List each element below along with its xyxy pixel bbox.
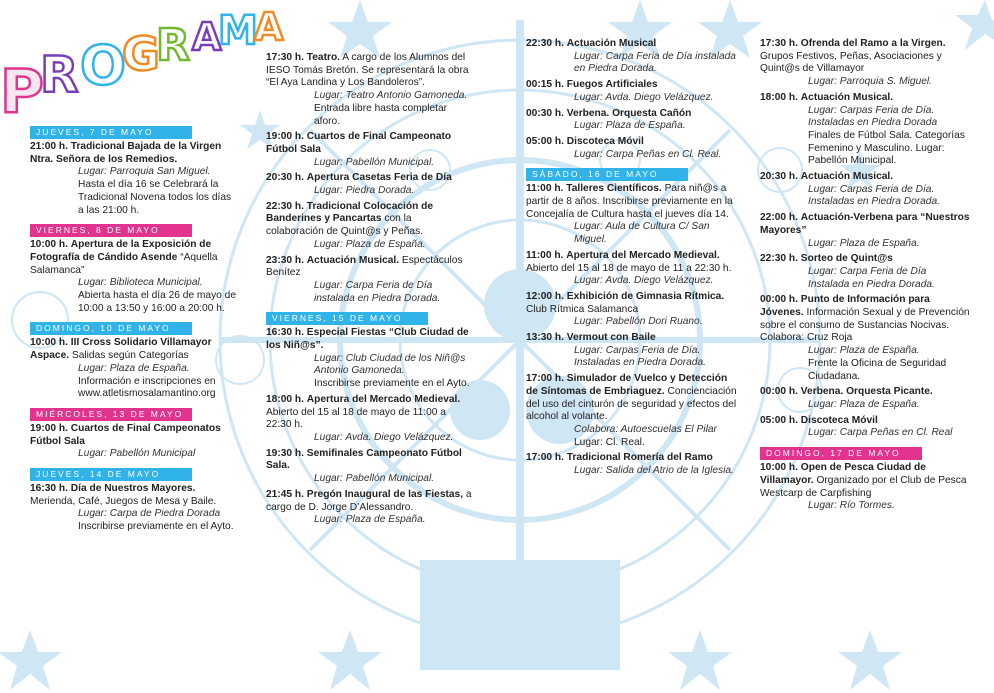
event-time: 22:00 h.: [760, 212, 798, 224]
event-item: [526, 373, 738, 449]
event-title: Actuación Musical.: [800, 91, 894, 103]
event-time: 13:30 h.: [526, 332, 564, 344]
event-title: Sorteo de Quint@s: [800, 253, 893, 265]
event-time: 19:00 h.: [266, 131, 304, 143]
event-description: Para niñ@s a partir de 8 años. Inscribirse previamente en la Concejalía de Cultura hasta el jueves día 14.: [526, 183, 733, 220]
event-item: [760, 462, 970, 513]
event-note: Inscribirse previamente en el Ayto.: [314, 378, 470, 390]
program-column-3: [526, 38, 738, 481]
event-time: 00:30 h.: [526, 107, 564, 119]
title-text: PROGRAMA: [0, 0, 6, 1]
event-time: 22:30 h.: [266, 200, 304, 212]
event-title: Semifinales Campeonato Fútbol Sala.: [266, 447, 462, 472]
event-time: 17:00 h.: [526, 373, 564, 385]
event-time: 18:00 h.: [760, 91, 798, 103]
event-time: 16:30 h.: [30, 483, 68, 495]
event-item: [266, 394, 472, 445]
event-location: Lugar: Teatro Antonio Gamoneda.: [314, 90, 468, 102]
event-title: Especial Fiestas “Club Ciudad de los Niñ@s”.: [266, 327, 469, 352]
event-item: [30, 239, 238, 315]
event-note: Hasta el día 16 se Celebrará la Tradicional Novena todos los días a las 21:00 h.: [78, 179, 232, 216]
event-time: 12:00 h.: [526, 290, 564, 302]
event-time: 19:00 h.: [30, 422, 68, 434]
event-description: Abierto del 15 al 18 de mayo de 11:00 a 22:30 h.: [266, 406, 446, 431]
svg-text:R: R: [40, 46, 79, 104]
day-header: SÁBADO, 16 DE MAYO: [526, 168, 688, 181]
event-item: [526, 452, 738, 477]
event-item: [30, 141, 238, 217]
event-description: Espectáculos Benítez: [266, 254, 463, 279]
event-description: A cargo de los Alumnos del IESO Tomás Bretón. Se representará la obra “El Aya Landina y Los Bandoleros”.: [266, 52, 469, 89]
event-location: Lugar: Biblioteca Municipal.: [78, 277, 203, 289]
event-item: [760, 212, 970, 250]
event-time: 05:00 h.: [526, 135, 564, 147]
event-time: 21:00 h.: [30, 141, 68, 152]
event-item: [526, 291, 738, 329]
event-item: [30, 483, 238, 534]
event-title: Actuación Musical.: [306, 254, 400, 266]
svg-text:A: A: [192, 15, 222, 59]
event-title: Pregón Inaugural de las Fiestas,: [306, 488, 464, 500]
event-location: Lugar: Parroquia San Miguel.: [78, 166, 211, 178]
day-header: DOMINGO, 17 DE MAYO: [760, 447, 922, 460]
event-location: Lugar: Carpa Feria de Día instalada en Piedra Dorada.: [314, 279, 441, 304]
svg-text:R: R: [156, 20, 190, 71]
event-time: 17:30 h.: [760, 38, 798, 49]
event-title: Día de Nuestros Mayores.: [70, 483, 196, 495]
event-title: Discoteca Móvil: [566, 135, 644, 147]
event-time: 20:30 h.: [760, 171, 798, 183]
event-item: [266, 327, 472, 391]
event-item: [526, 79, 738, 104]
event-location: Lugar: Pabellón Municipal.: [314, 473, 435, 485]
event-title: Exhibición de Gimnasia Rítmica.: [566, 290, 725, 302]
event-title: Tradicional Bajada de la Virgen Ntra. Señora de los Remedios.: [30, 141, 222, 165]
event-item: [526, 38, 738, 76]
svg-text:P: P: [0, 57, 44, 115]
svg-text:M: M: [218, 8, 258, 54]
event-time: 11:00 h.: [526, 183, 564, 195]
program-column-1: [30, 122, 238, 537]
event-location: Lugar: Avda. Diego Velázquez.: [314, 431, 454, 443]
event-title: Verbena. Orquesta Picante.: [800, 386, 933, 398]
event-location: Lugar: Plaza de España.: [808, 345, 920, 357]
event-description: Concienciación del uso del cinturón de seguridad y efectos del alcohol al volante.: [526, 385, 737, 423]
event-location: Lugar: Carpas Feria de Día. Instaladas en Piedra Dorada.: [808, 183, 940, 208]
event-location: Lugar: Pabellón Dori Ruano.: [574, 316, 703, 328]
event-description: a cargo de D. Jorge D’Alessandro.: [266, 488, 472, 513]
event-title: Apertura de la Exposición de Fotografía de Cándido Asende: [30, 239, 212, 263]
day-header: VIERNES, 15 DE MAYO: [266, 312, 428, 325]
event-title: Simulador de Vuelco y Detección de Síntomas de Embriaguez.: [526, 373, 728, 397]
day-header: JUEVES, 14 DE MAYO: [30, 468, 192, 481]
event-time: 22:30 h.: [760, 253, 798, 265]
event-location: Lugar: Carpa Feria de Día instalada en Piedra Dorada.: [574, 50, 736, 75]
event-title: Discoteca Móvil: [800, 414, 878, 426]
event-location: Lugar: Carpa de Piedra Dorada: [78, 508, 221, 520]
event-item: [266, 489, 472, 527]
event-title: Tradicional Romería del Ramo: [566, 452, 713, 464]
event-title: Apertura del Mercado Medieval.: [306, 393, 461, 405]
event-location: Lugar: Río Tormes.: [808, 500, 895, 512]
event-title: Fuegos Artificiales: [566, 79, 658, 91]
event-description: Merienda, Café, Juegos de Mesa y Baile.: [30, 495, 217, 507]
event-time: 23:30 h.: [266, 254, 304, 266]
event-time: 17:30 h.: [266, 52, 304, 63]
event-title: Teatro.: [306, 52, 341, 63]
event-item: [266, 201, 472, 252]
event-item: [266, 448, 472, 486]
event-description: con la colaboración de Quint@s y Peñas.: [266, 213, 424, 238]
event-time: 16:30 h.: [266, 327, 304, 339]
event-title: Vermout con Baile: [566, 332, 656, 344]
event-note: Abierta hasta el día 26 de mayo de 10:00 a 13:50 y 16:00 a 20:00 h.: [78, 290, 237, 314]
event-description: Organizado por el Club de Pesca Westcarp de Carpfishing: [760, 474, 967, 499]
event-location: Lugar: Club Ciudad de los Niñ@s Antonio Gamoneda.: [314, 352, 466, 377]
day-header: MIÉRCOLES, 13 DE MAYO: [30, 408, 192, 421]
day-header: DOMINGO, 10 DE MAYO: [30, 322, 192, 335]
event-item: [760, 386, 970, 411]
svg-text:A: A: [254, 5, 284, 49]
event-item: [760, 92, 970, 168]
event-title: Cuartos de Final Campeonatos Fútbol Sala: [30, 422, 221, 447]
event-description: Club Rítmica Salamanca: [526, 303, 639, 315]
event-location: Lugar: Pabellón Municipal: [78, 448, 196, 460]
event-description: Salidas según Categorías: [71, 350, 189, 362]
event-description: “Aquella Salamanca”: [30, 251, 218, 276]
event-item: [266, 172, 472, 197]
event-title: Talleres Científicos.: [566, 183, 662, 195]
event-title: Punto de Información para Jóvenes.: [760, 294, 930, 319]
event-location: Lugar: Avda. Diego Velázquez.: [574, 91, 714, 103]
event-item: [526, 136, 738, 161]
event-item: [526, 108, 738, 133]
event-title: Apertura del Mercado Medieval.: [566, 249, 720, 261]
event-item: [30, 337, 238, 401]
event-time: 20:30 h.: [266, 172, 304, 184]
event-note: Entrada libre hasta completar aforo.: [314, 102, 448, 127]
event-time: 00:00 h.: [760, 386, 798, 398]
event-time: 11:00 h.: [526, 249, 564, 261]
event-note: Inscribirse previamente en el Ayto.: [78, 521, 234, 533]
day-header: VIERNES, 8 DE MAYO: [30, 224, 192, 237]
event-location: Lugar: Plaza de España.: [314, 514, 426, 526]
event-note: Finales de Fútbol Sala. Categorías Femenino y Masculino. Lugar: Pabellón Municipal.: [808, 129, 965, 167]
event-location: Lugar: Plaza de España.: [314, 238, 426, 250]
event-time: 05:00 h.: [760, 414, 798, 426]
event-item: [760, 294, 970, 383]
event-location: Lugar: Carpa Peñas en Cl. Real.: [574, 148, 722, 160]
event-time: 10:00 h.: [30, 337, 68, 349]
event-title: III Cross Solidario Villamayor Aspace.: [30, 337, 212, 362]
event-title: Open de Pesca Ciudad de Villamayor.: [760, 462, 926, 486]
event-title: Tradicional Colocación de Banderines y Pancartas: [266, 200, 434, 225]
event-item: [760, 415, 970, 440]
event-time: 21:45 h.: [266, 488, 304, 500]
event-location: Lugar: Aula de Cultura C/ San Miguel.: [574, 221, 710, 246]
event-location: Lugar: Pabellón Municipal.: [314, 156, 435, 168]
programa-title: [0, 0, 290, 115]
event-location: Colabora: Autoescuelas El Pilar: [574, 423, 717, 435]
event-item: [526, 332, 738, 370]
event-item: [526, 250, 738, 288]
event-item: [760, 171, 970, 209]
program-column-4: [760, 38, 970, 516]
event-note: Información e inscripciones en www.atletismosalamantino.org: [78, 375, 216, 400]
day-header: JUEVES, 7 DE MAYO: [30, 126, 192, 139]
event-location: Lugar: Avda. Diego Velázquez.: [574, 275, 714, 287]
event-item: [760, 38, 970, 89]
event-location: Lugar: Plaza de España.: [808, 398, 920, 410]
event-location: Lugar: Carpa Peñas en Cl. Real: [808, 427, 953, 439]
event-item: [760, 253, 970, 291]
event-location: Lugar: Plaza de España.: [574, 120, 686, 132]
event-item: [266, 131, 472, 169]
event-item: [266, 52, 472, 128]
event-location: Lugar: Salida del Atrio de la Iglesia.: [574, 465, 734, 477]
event-title: Ofrenda del Ramo a la Virgen.: [800, 38, 946, 49]
event-time: 00:00 h.: [760, 294, 798, 306]
event-title: Cuartos de Final Campeonato Fútbol Sala: [266, 131, 452, 155]
event-title: Actuación Musical: [566, 38, 657, 49]
event-title: Verbena. Orquesta Cañón: [566, 107, 692, 119]
event-title: Actuación Musical.: [800, 171, 894, 183]
event-location: Lugar: Carpas Feria de Día. Instaladas en Piedra Dorada: [808, 104, 938, 129]
event-time: 19:30 h.: [266, 447, 304, 459]
event-time: 18:00 h.: [266, 393, 304, 405]
event-description: Información Sexual y de Prevención sobre el consumo de Sustancias Nocivas. Colabora: Cruz Roja: [760, 307, 970, 344]
event-location: Lugar: Parroquia S. Miguel.: [808, 76, 933, 88]
event-title: Actuación-Verbena para “Nuestros Mayores”: [760, 212, 970, 236]
event-location: Lugar: Piedra Dorada.: [314, 185, 415, 197]
event-time: 22:30 h.: [526, 38, 564, 49]
event-item: [266, 255, 472, 306]
event-description: Grupos Festivos, Peñas, Asociaciones y Quint@s de Villamayor: [760, 50, 942, 75]
event-time: 00:15 h.: [526, 79, 564, 91]
program-column-2: [266, 52, 472, 530]
event-location: Lugar: Carpa Feria de Día Instalada en Piedra Dorada.: [808, 265, 935, 290]
event-item: [526, 183, 738, 247]
event-note: Lugar: Cl. Real.: [574, 436, 645, 448]
event-note: Frente la Oficina de Seguridad Ciudadana.: [808, 357, 947, 382]
event-location: Lugar: Plaza de España.: [78, 362, 190, 374]
event-item: [30, 423, 238, 461]
event-title: Apertura Casetas Feria de Día: [306, 172, 452, 184]
event-time: 10:00 h.: [30, 239, 68, 251]
event-description: Abierto del 15 al 18 de mayo de 11 a 22:30 h.: [526, 262, 732, 274]
event-time: 10:00 h.: [760, 462, 798, 474]
svg-text:G: G: [122, 27, 160, 81]
svg-text:O: O: [80, 34, 126, 97]
event-time: 17:00 h.: [526, 452, 564, 464]
event-location: Lugar: Carpas Feria de Día. Instaladas en Piedra Dorada.: [574, 344, 706, 369]
event-location: Lugar: Plaza de España.: [808, 237, 920, 249]
